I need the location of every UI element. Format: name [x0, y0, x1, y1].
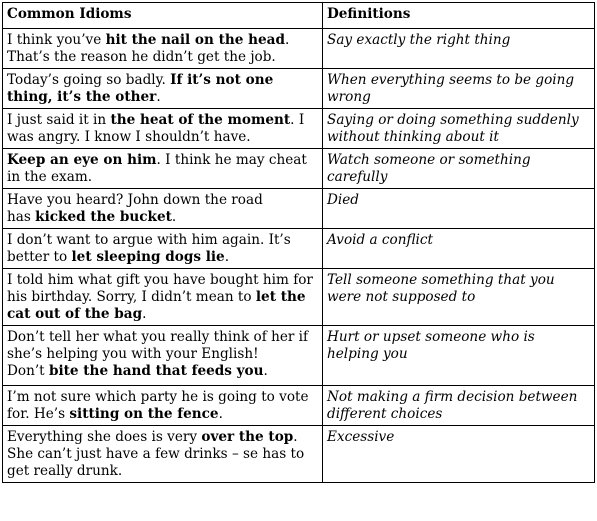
table-row	[3, 229, 595, 269]
example-text: has	[7, 209, 36, 225]
example-text: I don’t want to argue with him again. It’s better to	[7, 232, 291, 265]
idiom-example-cell	[3, 269, 323, 326]
example-text: .	[285, 32, 290, 48]
table-row	[3, 69, 595, 109]
idiom-phrase: over the top	[201, 429, 294, 445]
idiom-example-cell	[3, 426, 323, 483]
definition-cell: Hurt or upset someone who is helping you	[323, 326, 595, 386]
table-row	[3, 109, 595, 149]
table-row	[3, 269, 595, 326]
example-text: I told him what gift you have bought him for his birthday. Sorry, I didn’t mean to	[7, 272, 313, 305]
idioms-table-body	[3, 29, 595, 483]
table-row	[3, 426, 595, 483]
example-text: I’m not sure which party he is going to vote for. He’s	[7, 389, 309, 422]
definition-cell: Not making a firm decision between different choices	[323, 386, 595, 426]
example-text: That’s the reason he didn’t get the job.	[7, 49, 276, 65]
table-row	[3, 386, 595, 426]
idiom-phrase: bite the hand that feeds you	[48, 363, 264, 379]
idiom-phrase: let the cat out of the bag	[7, 289, 306, 322]
definition-cell: Tell someone something that you were not supposed to	[323, 269, 595, 326]
idiom-example-cell	[3, 69, 323, 109]
table-row	[3, 189, 595, 229]
example-text: . I think he may cheat in the exam.	[7, 152, 307, 185]
idiom-phrase: the heat of the moment	[110, 112, 291, 128]
example-text: .	[218, 406, 223, 422]
example-text: Today’s going so badly.	[7, 72, 171, 88]
idiom-phrase: sitting on the fence	[69, 406, 219, 422]
definition-cell: Died	[323, 189, 595, 229]
example-text: Have you heard? John down the road	[7, 192, 263, 208]
example-text: .	[263, 363, 268, 379]
definition-cell: Say exactly the right thing	[323, 29, 595, 69]
idiom-example-cell	[3, 189, 323, 229]
idiom-phrase: Keep an eye on him	[7, 152, 157, 168]
example-text: I think you’ve	[7, 32, 106, 48]
idioms-table-wrapper	[2, 2, 595, 483]
idiom-phrase: kicked the bucket	[35, 209, 172, 225]
table-row	[3, 29, 595, 69]
idiom-phrase: hit the nail on the head	[105, 32, 285, 48]
header-definitions: Definitions	[323, 3, 595, 29]
example-text: . I was angry. I know I shouldn’t have.	[7, 112, 305, 145]
header-row	[3, 3, 595, 29]
definition-cell: Excessive	[323, 426, 595, 483]
example-text: I just said it in	[7, 112, 111, 128]
idiom-example-cell	[3, 326, 323, 386]
table-row	[3, 326, 595, 386]
example-text: . She can’t just have a few drinks – se has to get really drunk.	[7, 429, 305, 479]
idiom-phrase: If it’s not one thing, it’s the other	[7, 72, 274, 105]
idiom-example-cell	[3, 29, 323, 69]
example-text: .	[171, 209, 177, 225]
idiom-example-cell	[3, 149, 323, 189]
idiom-example-cell	[3, 386, 323, 426]
header-common-idioms: Common Idioms	[3, 3, 323, 29]
idiom-example-cell	[3, 229, 323, 269]
example-text: Don’t	[7, 363, 49, 379]
example-text: .	[224, 249, 230, 265]
table-row	[3, 149, 595, 189]
idiom-example-cell	[3, 109, 323, 149]
idiom-phrase: let sleeping dogs lie	[71, 249, 225, 265]
definition-cell: Watch someone or something carefully	[323, 149, 595, 189]
definition-cell: When everything seems to be going wrong	[323, 69, 595, 109]
example-text: Everything she does is very	[7, 429, 202, 445]
idioms-table	[2, 2, 595, 483]
example-text: .	[156, 89, 161, 105]
example-text: Don’t tell her what you really think of her if she’s helping you with your English!	[7, 329, 309, 362]
definition-cell: Avoid a conflict	[323, 229, 595, 269]
example-text: .	[142, 306, 147, 322]
definition-cell: Saying or doing something suddenly without thinking about it	[323, 109, 595, 149]
